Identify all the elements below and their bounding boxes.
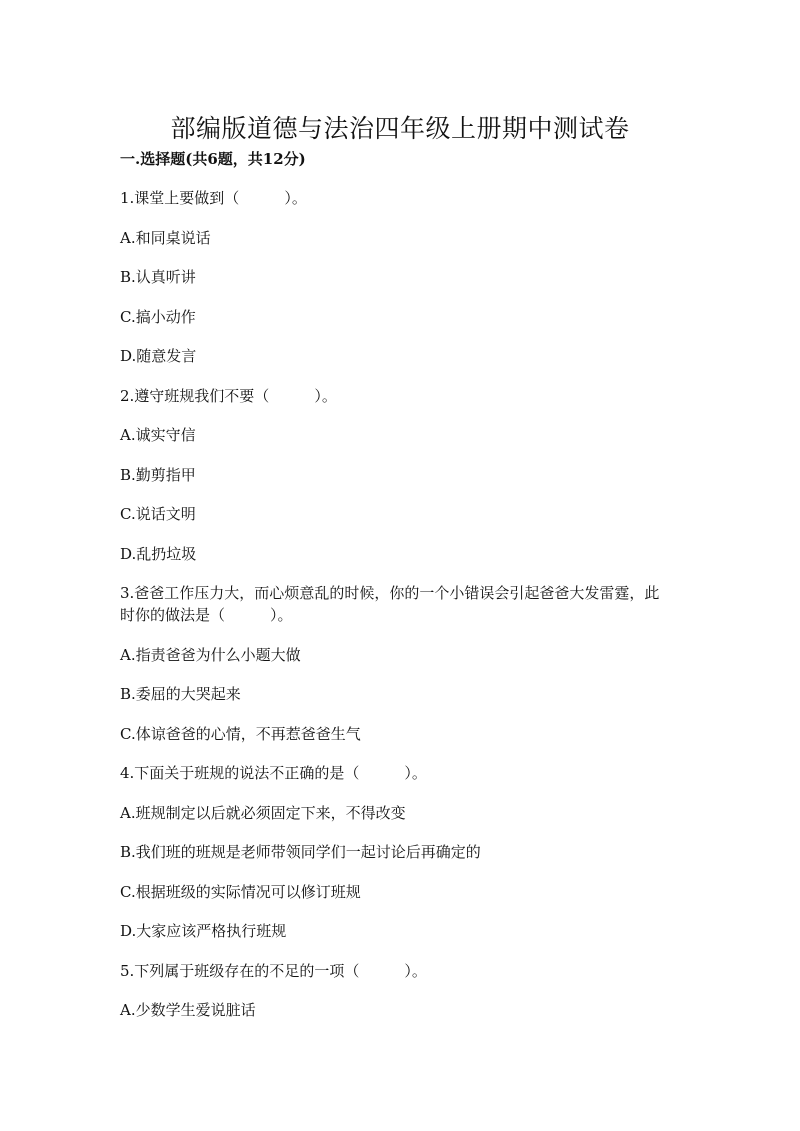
option-2c: C.说话文明: [120, 505, 196, 523]
option-3a: A.指责爸爸为什么小题大做: [120, 645, 301, 664]
option-4c: C.根据班级的实际情况可以修订班规: [120, 882, 361, 901]
question-list: [120, 187, 680, 1039]
question-5: 5.下列属于班级存在的不足的一项（ ）。: [120, 961, 427, 980]
section-heading: 一.选择题(共6题，共12分): [120, 150, 306, 168]
question-4: 4.下面关于班规的说法不正确的是（ ）。: [120, 764, 427, 782]
option-4b: B.我们班的班规是老师带领同学们一起讨论后再确定的: [120, 843, 481, 861]
option-3b: B.委屈的大哭起来: [120, 685, 241, 703]
question-1: 1.课堂上要做到（ ）。: [120, 189, 307, 207]
question-3: 3.爸爸工作压力大，而心烦意乱的时候，你的一个小错误会引起爸爸大发雷霆，此时你的做法是（ ）。: [120, 584, 660, 624]
option-5a: A.少数学生爱说脏话: [120, 1001, 256, 1019]
option-4a: A.班规制定以后就必须固定下来，不得改变: [120, 803, 406, 822]
option-1a: A.和同桌说话: [120, 228, 211, 247]
option-3c: C.体谅爸爸的心情，不再惹爸爸生气: [120, 724, 361, 743]
question-2: 2.遵守班规我们不要（ ）。: [120, 386, 337, 405]
option-1b: B.认真听讲: [120, 268, 196, 286]
option-2a: A.诚实守信: [120, 426, 196, 444]
option-2b: B.勤剪指甲: [120, 465, 196, 484]
option-1d: D.随意发言: [120, 347, 197, 365]
page-title: 部编版道德与法治四年级上册期中测试卷: [170, 113, 630, 143]
option-1c: C.搞小动作: [120, 307, 196, 326]
option-4d: D.大家应该严格执行班规: [120, 922, 287, 940]
option-2d: D.乱扔垃圾: [120, 544, 197, 563]
